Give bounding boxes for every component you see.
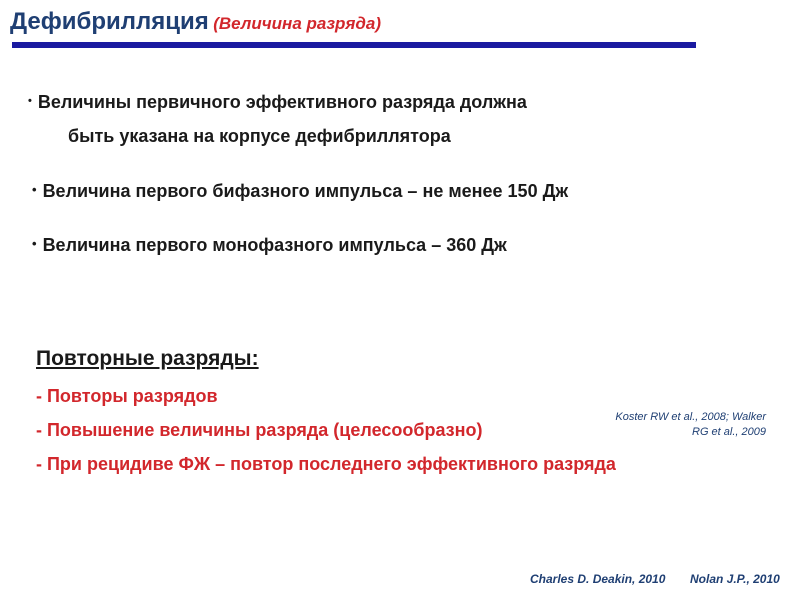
citation-line2: RG et al., 2009 xyxy=(692,426,766,438)
bullet-monophasic-text: Величина первого монофазного импульса – 360 Дж xyxy=(42,235,507,255)
title-rule xyxy=(12,42,696,48)
bullet-biphasic xyxy=(32,181,568,202)
repeat-item: - Повторы разрядов xyxy=(36,386,218,406)
title-main: Дефибрилляция xyxy=(10,8,209,35)
citation-line1: Koster RW et al., 2008; Walker xyxy=(615,411,766,423)
bullet-primary-shock-line1: Величины первичного эффективного разряда должна xyxy=(37,92,527,112)
repeat-item: - Повышение величины разряда (целесообразно) xyxy=(36,420,483,440)
bullet-dot-icon: • xyxy=(28,95,32,107)
bullet-primary-shock-continuation xyxy=(68,126,451,147)
slide-title xyxy=(10,8,381,36)
footer-reference-nolan: Nolan J.P., 2010 xyxy=(690,572,780,586)
citation xyxy=(592,410,766,440)
bullet-monophasic xyxy=(32,235,507,256)
title-subtitle: (Величина разряда) xyxy=(213,14,382,33)
bullet-biphasic-text: Величина первого бифазного импульса – не менее 150 Дж xyxy=(42,181,569,201)
footer-reference-deakin: Charles D. Deakin, 2010 xyxy=(530,572,666,586)
repeat-shocks-heading: Повторные разряды: xyxy=(36,347,259,370)
bullet-primary-shock xyxy=(28,92,527,113)
bullet-primary-shock-line2: быть указана на корпусе дефибриллятора xyxy=(68,126,451,146)
bullet-dot-icon: • xyxy=(32,182,37,197)
repeat-item: - При рецидиве ФЖ – повтор последнего эффективного разряда xyxy=(36,454,616,474)
bullet-dot-icon: • xyxy=(32,236,37,251)
